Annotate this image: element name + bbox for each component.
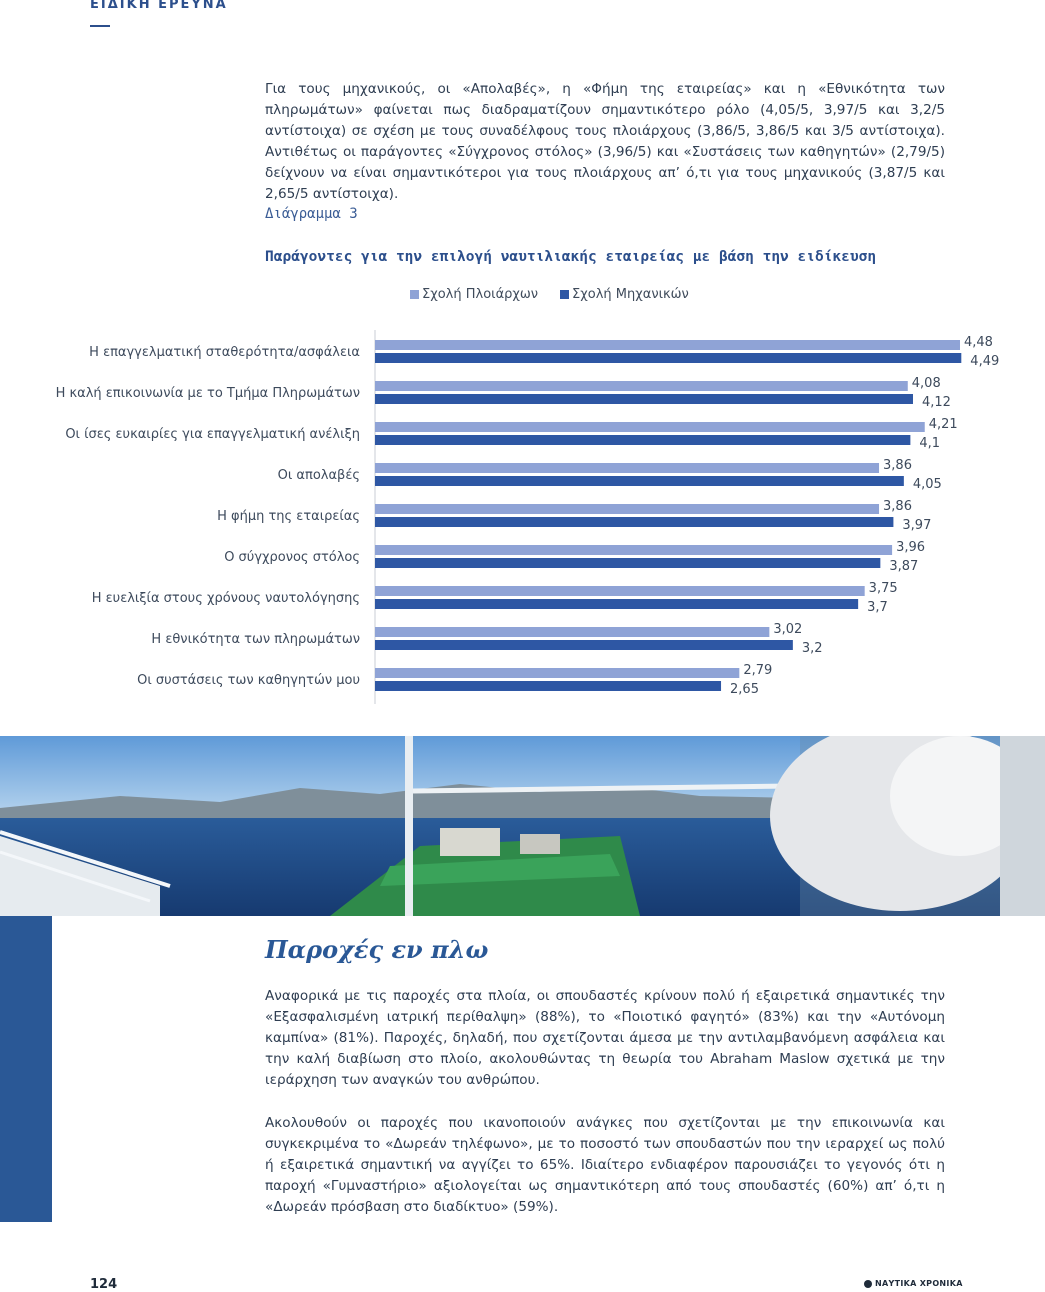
category-label: Η επαγγελματική σταθερότητα/ασφάλεια	[89, 345, 360, 360]
bar-captains	[375, 586, 865, 596]
bar-engineers	[375, 394, 913, 404]
section-rule	[90, 25, 110, 27]
publisher-icon	[864, 1280, 872, 1288]
data-label: 4,21	[928, 417, 958, 432]
bar-chart	[0, 325, 1045, 705]
bar-captains	[375, 381, 908, 391]
intro-paragraph: Για τους μηχανικούς, οι «Απολαβές», η «Φήμη της εταιρείας» και η «Εθνικότητα των πληρωμάτων» φαίνεται πως διαδραματίζουν σημαντικότερο ρόλο (4,05/5, 3,97/5 και 3,2/5 αντίστοιχα) σε σχέση με τους συναδέλφους τους πλοιάρχους (3,86/5, 3,86/5 και 3/5 αντίστοιχα). Αντιθέτως οι παράγοντες «Σύγχρονος στόλος» (3,96/5) και «Συστάσεις των καθηγητών» (2,79/5) δείχνουν να είναι σημαντικότεροι για τους πλοιάρχους απ’ ό,τι για τους μηχανικούς (3,87/5 και 2,65/5 αντίστοιχα).	[265, 81, 945, 202]
category-label: Η ευελιξία στους χρόνους ναυτολόγησης	[91, 591, 360, 606]
data-label: 4,12	[921, 395, 951, 410]
section-label: ΕΙΔΙΚΗ ΕΡΕΥΝΑ	[90, 0, 228, 12]
data-label: 3,86	[883, 499, 912, 514]
bar-engineers	[375, 640, 793, 650]
legend-label-captains: Σχολή Πλοιάρχων	[422, 287, 539, 302]
publisher-name: ΝΑΥΤΙΚΑ ΧΡΟΝΙΚΑ	[875, 1279, 963, 1288]
data-label: 3,96	[896, 540, 926, 555]
category-label: Ο σύγχρονος στόλος	[224, 550, 360, 565]
bar-captains	[375, 422, 925, 432]
page-number: 124	[90, 1277, 118, 1292]
chart-title: Παράγοντες για την επιλογή ναυτιλιακής εταιρείας με βάση την ειδίκευση	[265, 249, 877, 265]
bar-captains	[375, 504, 879, 514]
category-label: Η φήμη της εταιρείας	[217, 509, 360, 524]
bar-engineers	[375, 353, 961, 363]
section-heading: Παροχές εν πλω	[265, 935, 489, 964]
legend-label-engineers: Σχολή Μηχανικών	[572, 287, 689, 302]
side-accent-bar	[0, 916, 52, 1222]
data-label: 3,87	[889, 559, 919, 574]
bar-captains	[375, 340, 960, 350]
chart-legend	[410, 287, 689, 302]
category-label: Η εθνικότητα των πληρωμάτων	[151, 632, 360, 647]
data-label: 3,7	[867, 600, 888, 615]
section-paragraph-1: Αναφορικά με τις παροχές στα πλοία, οι σπουδαστές κρίνουν πολύ ή εξαιρετικά σημαντικές την «Εξασφαλισμένη ιατρική περίθαλψη» (88%), το «Ποιοτικό φαγητό» (83%) και την «Αυτόνομη καμπίνα» (81%). Παροχές, δηλαδή, που σχετίζονται άμεσα με την αντιλαμβανόμενη ασφάλεια και την καλή διαβίωση στο πλοίο, ακολουθώντας τη θεωρία του Abraham Maslow σχετικά με την ιεράρχηση των αναγκών του ανθρώπου.	[265, 988, 945, 1088]
bar-engineers	[375, 435, 910, 445]
category-label: Οι απολαβές	[277, 468, 360, 483]
bar-engineers	[375, 599, 858, 609]
data-label: 3,2	[801, 641, 823, 656]
legend-swatch-engineers	[560, 290, 569, 299]
data-label: 3,97	[902, 518, 932, 533]
bar-engineers	[375, 476, 904, 486]
section-paragraph-2: Ακολουθούν οι παροχές που ικανοποιούν ανάγκες που σχετίζονται με την επικοινωνία και συγκεκριμένα το «Δωρεάν τηλέφωνο», με το ποσοστό των σπουδαστών που την ιεραρχεί ως πολύ ή εξαιρετικά σημαντική να αγγίζει το 65%. Ιδιαίτερο ενδιαφέρον παρουσιάζει το γεγονός ότι η παροχή «Γυμναστήριο» αξιολογείται ως σημαντικότερη από τους σπουδαστές (60%) απ’ ό,τι η «Δωρεάν πρόσβαση στο διαδίκτυο» (59%).	[265, 1115, 945, 1215]
legend-item-engineers	[560, 287, 689, 302]
bar-engineers	[375, 517, 893, 527]
data-label: 2,65	[730, 682, 759, 697]
data-label: 4,05	[912, 477, 942, 492]
bar-captains	[375, 463, 879, 473]
bar-captains	[375, 668, 739, 678]
diagram-label: Διάγραμμα 3	[265, 206, 358, 222]
legend-swatch-captains	[410, 290, 419, 299]
publisher-logo	[864, 1279, 963, 1288]
data-label: 4,48	[964, 335, 993, 350]
data-label: 4,08	[911, 376, 941, 391]
data-label: 4,49	[970, 354, 1000, 369]
bar-captains	[375, 545, 892, 555]
data-label: 4,1	[919, 436, 941, 451]
ship-photo	[0, 736, 1045, 916]
data-label: 2,79	[743, 663, 773, 678]
bar-engineers	[375, 681, 721, 691]
data-label: 3,86	[883, 458, 912, 473]
data-label: 3,75	[868, 581, 898, 596]
category-label: Οι συστάσεις των καθηγητών μου	[137, 673, 360, 688]
legend-item-captains	[410, 287, 538, 302]
category-label: Η καλή επικοινωνία με το Τμήμα Πληρωμάτων	[55, 386, 360, 401]
bar-captains	[375, 627, 769, 637]
category-label: Οι ίσες ευκαιρίες για επαγγελματική ανέλιξη	[65, 427, 360, 442]
data-label: 3,02	[773, 622, 803, 637]
bar-engineers	[375, 558, 880, 568]
